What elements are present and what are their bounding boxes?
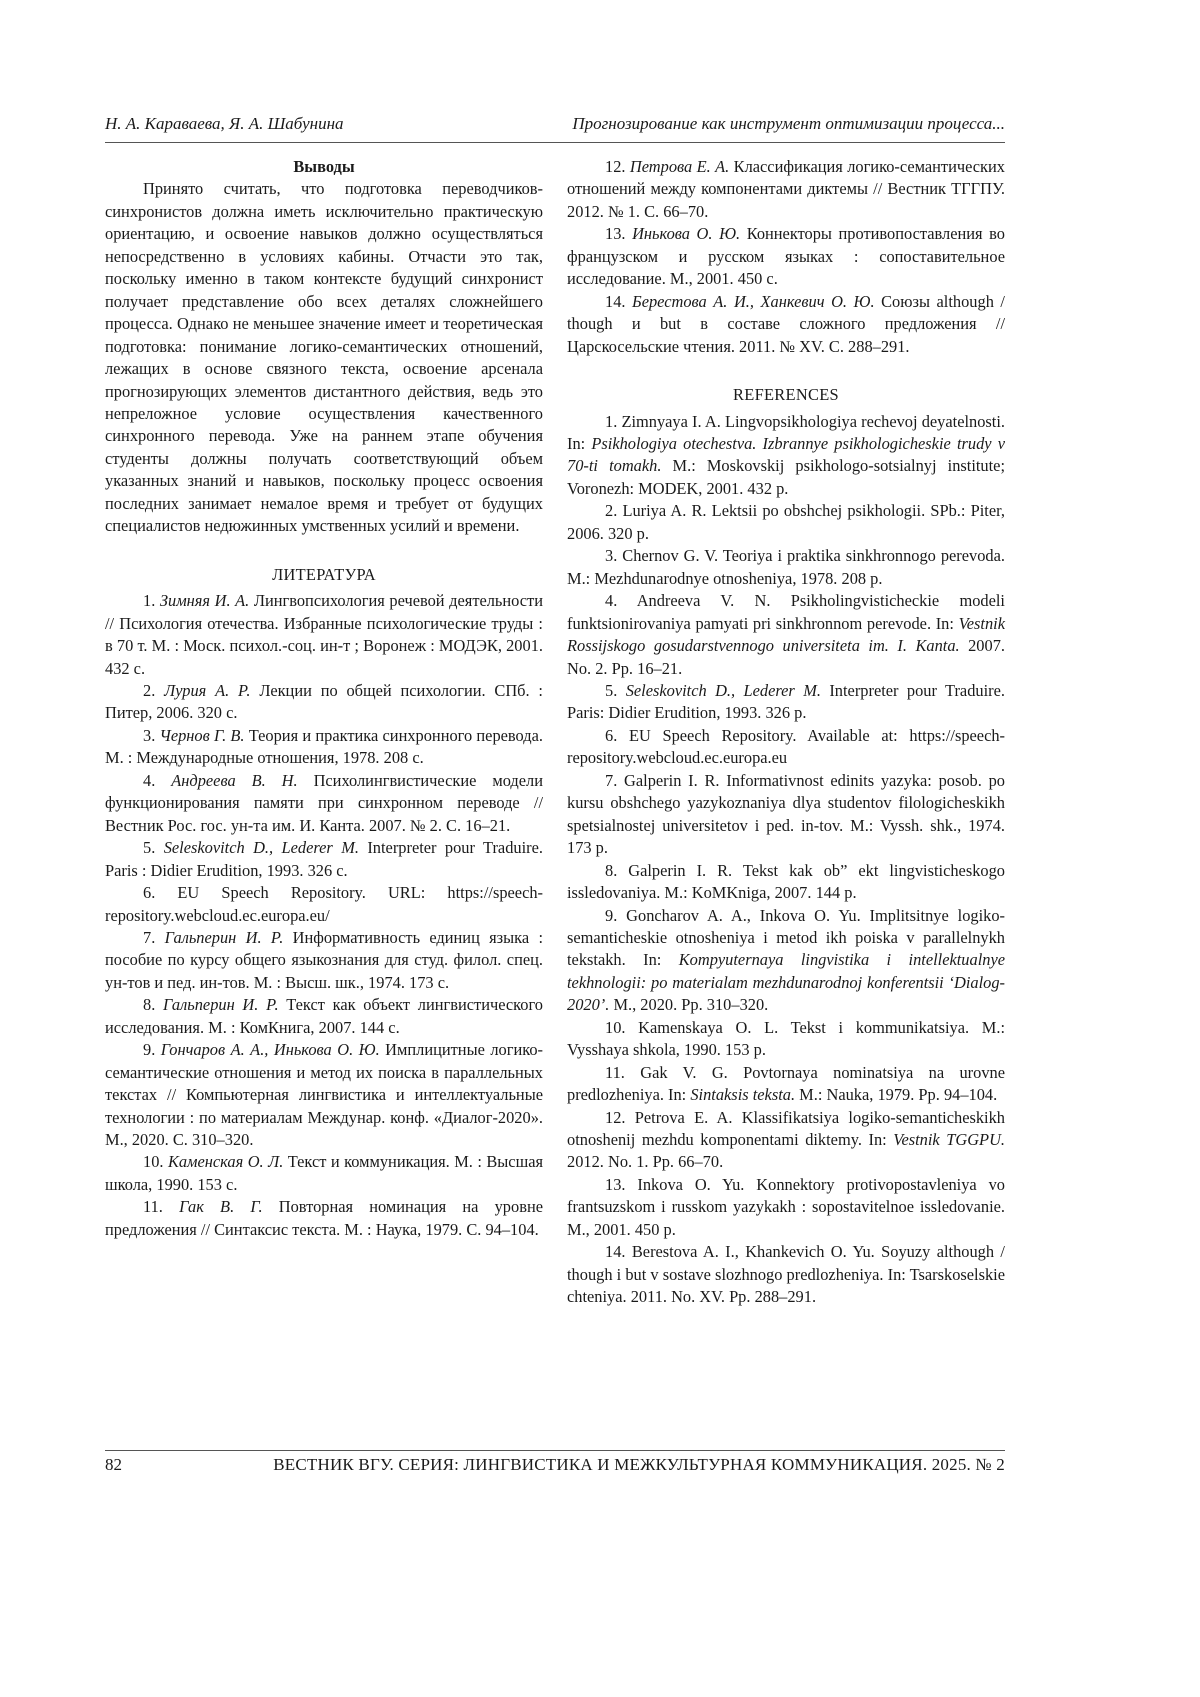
reference-segment: Interpreter pour Traduire. Paris : Didier Erudition, 1993. 326 с.	[105, 838, 543, 880]
reference-segment: 12. Petrova E. A. Klassifikatsiya logiko-semanticheskikh otnoshenij mezhdu komponentami diktemy. In:	[567, 1107, 1005, 1150]
reference-item	[105, 837, 543, 882]
reference-item	[567, 1017, 1005, 1062]
reference-segment: Информативность единиц языка : пособие по курсу общего языкознания для студ. филол. спец. ун-тов и пед. ин-тов. М. : Высш. шк., 1974. 173 с.	[105, 927, 544, 992]
reference-item	[567, 1107, 1005, 1174]
reference-segment: 12.	[605, 157, 630, 176]
reference-item	[567, 1062, 1005, 1107]
reference-segment: 13.	[605, 224, 633, 244]
page-number: 82	[105, 1455, 122, 1474]
reference-segment: Текст и коммуникация. М. : Высшая школа, 1990. 153 с.	[105, 1152, 544, 1194]
reference-segment: 9.	[143, 1040, 161, 1060]
reference-segment: 2. Luriya A. R. Lektsii po obshchej psikhologii. SPb.: Piter, 2006. 320 p.	[567, 501, 1005, 543]
journal-name: ВЕСТНИК ВГУ. СЕРИЯ: ЛИНГВИСТИКА И МЕЖКУЛЬТУРНАЯ КОММУНИКАЦИЯ. 2025. № 2	[273, 1455, 1005, 1474]
reference-segment: 1.	[143, 591, 160, 611]
reference-italic-segment: Зимняя И. А.	[159, 591, 250, 611]
reference-segment: Interpreter pour Traduire. Paris: Didier Erudition, 1993. 326 p.	[567, 680, 1005, 723]
references-list	[567, 411, 1005, 1309]
reference-italic-segment: Андреева В. Н.	[171, 770, 298, 790]
reference-item	[567, 770, 1005, 860]
reference-segment: 2012. No. 1. Pp. 66–70.	[567, 1152, 724, 1172]
reference-item	[105, 882, 543, 927]
reference-segment: Теория и практика синхронного перевода. М. : Международные отношения, 1978. 208 с.	[105, 725, 543, 768]
reference-italic-segment: Seleskovitch D., Lederer M.	[625, 680, 821, 700]
reference-segment: Классификация логико-семантических отношений между компонентами диктемы // Вестник ТГГПУ. 2012. № 1. С. 66–70.	[567, 157, 1005, 221]
reference-item	[567, 1241, 1005, 1308]
reference-italic-segment: Sintaksis teksta.	[690, 1085, 796, 1105]
reference-segment: M.: Moskovskij psikhologo-sotsialnyj institute; Voronezh: MODEK, 2001. 432 p.	[567, 456, 1006, 498]
reference-segment: Лингвопсихология речевой деятельности // Психология отечества. Избранные психологические труды : в 70 т. М. : Моск. психол.-соц. ин-т ; Воронеж : МОДЭК, 2001. 432 с.	[105, 591, 543, 678]
reference-segment: 5.	[143, 838, 164, 858]
reference-segment: Коннекторы противопоставления во французском и русском языках : сопоставительное исследование. М., 2001. 450 с.	[567, 224, 1005, 289]
reference-segment: 7.	[143, 927, 165, 947]
reference-item	[105, 1196, 543, 1241]
reference-item	[567, 291, 1005, 358]
reference-item	[567, 1174, 1005, 1241]
reference-item	[105, 1151, 543, 1196]
reference-segment: 3.	[143, 725, 160, 745]
reference-item	[105, 725, 543, 770]
reference-item	[105, 590, 543, 680]
reference-segment: 2.	[143, 680, 165, 700]
reference-item	[567, 500, 1005, 545]
reference-item	[105, 927, 543, 994]
running-header	[105, 114, 1005, 140]
reference-italic-segment: Гак В. Г.	[179, 1197, 263, 1217]
reference-segment: 13. Inkova O. Yu. Konnektory protivopostavleniya vo frantsuzskom i russkom yazykakh : sopostavitelnoe issledovanie. M., 2001. 450 p.	[567, 1174, 1005, 1239]
header-authors: Н. А. Караваева, Я. А. Шабунина	[105, 114, 344, 133]
references-heading: REFERENCES	[733, 385, 839, 405]
reference-italic-segment: Берестова А. И., Ханкевич О. Ю.	[632, 291, 875, 311]
reference-item	[567, 725, 1005, 770]
literature-list-continued	[567, 156, 1005, 358]
reference-segment: Лекции по общей психологии. СПб. : Питер, 2006. 320 с.	[105, 680, 543, 723]
reference-segment: 5.	[605, 680, 626, 700]
reference-italic-segment: Чернов Г. В.	[159, 725, 245, 745]
reference-italic-segment: Инькова О. Ю.	[632, 224, 741, 244]
literature-list	[105, 590, 543, 1241]
reference-italic-segment: Петрова Е. А.	[629, 157, 730, 176]
reference-segment: Психолингвистические модели функционирования памяти при синхронном переводе // Вестник Рос. гос. ун-та им. И. Канта. 2007. № 2. С. 16–21.	[105, 770, 543, 835]
conclusions-paragraph: Принято считать, что подготовка переводчиков-синхронистов должна иметь исключительно практическую ориентацию, и освоение навыков должно осуществляться непосредственно в условиях кабины. Отчасти это так, поскольку именно в таком контексте будущий синхронист получает представление обо всех деталях сложнейшего процесса. Однако не меньшее значение имеет и теоретическая подготовка: понимание логико-семантических отношений, лежащих в основе связного текста, освоение арсенала прогнозирующих элементов дистантного действия, ведь это непреложное условие осуществления качественного синхронного перевода. Уже на раннем этапе обучения студенты должны получать соответствующий объем указанных знаний и навыков, поскольку процесс освоения последних занимает немалое время и требует от будущих специалистов недюжинных умственных усилий и времени.	[105, 179, 543, 536]
header-article-title: Прогнозирование как инструмент оптимизации процесса...	[572, 114, 1005, 133]
reference-segment: 10. Kamenskaya O. L. Tekst i kommunikatsiya. M.: Vysshaya shkola, 1990. 153 p.	[567, 1017, 1005, 1060]
reference-item	[567, 223, 1005, 290]
reference-segment: 9. Goncharov A. A., Inkova O. Yu. Implitsitnye logiko-semanticheskie otnosheniya i metod ikh poiska v parallelnykh tekstakh. In:	[567, 905, 1005, 970]
reference-segment: M.: Nauka, 1979. Pp. 94–104.	[795, 1085, 998, 1105]
reference-italic-segment: Гончаров А. А., Инькова О. Ю.	[160, 1040, 380, 1060]
reference-item	[567, 860, 1005, 905]
reference-segment: 2007. No. 2. Pp. 16–21.	[567, 636, 1005, 678]
left-column	[105, 156, 543, 1241]
reference-italic-segment: Seleskovitch D., Lederer M.	[163, 838, 359, 858]
reference-italic-segment: Гальперин И. Р.	[164, 927, 284, 947]
reference-segment: 3. Chernov G. V. Teoriya i praktika sinkhronnogo perevoda. M.: Mezhdunarodnye otnosheniya, 1978. 208 p.	[567, 546, 1005, 588]
reference-segment: 11.	[143, 1197, 180, 1217]
reference-segment: M., 2020. Pp. 310–320.	[609, 995, 769, 1015]
reference-segment: 8.	[143, 995, 164, 1015]
reference-italic-segment: Vestnik TGGPU.	[893, 1130, 1006, 1150]
reference-item	[105, 1039, 543, 1151]
reference-segment: 14.	[605, 291, 633, 311]
reference-item	[567, 411, 1005, 501]
reference-item	[567, 590, 1005, 680]
reference-item	[105, 994, 543, 1039]
reference-italic-segment: Vestnik Rossijskogo gosudarstvennogo universiteta im. I. Kanta.	[567, 613, 1005, 656]
reference-item	[567, 680, 1005, 725]
reference-segment: 14. Berestova A. I., Khankevich O. Yu. Soyuzy although / though i but v sostave slozhnogo predlozheniya. In: Tsarskoselskie chteniya. 2011. No. XV. Pp. 288–291.	[567, 1242, 1005, 1307]
reference-item	[567, 905, 1005, 1017]
reference-segment: 4.	[143, 770, 172, 790]
reference-item	[567, 545, 1005, 590]
reference-segment: 1. Zimnyaya I. A. Lingvopsikhologiya rechevoj deyatelnosti. In:	[567, 411, 1005, 453]
reference-italic-segment: Kompyuternaya lingvistika i intellektualnye tekhnologii: po materialam mezhdunarodnoj konferentsii ‘Dialog-2020’.	[567, 950, 1005, 1015]
reference-segment: 10.	[143, 1152, 168, 1172]
header-divider	[105, 142, 1005, 143]
reference-italic-segment: Лурия А. Р.	[164, 680, 251, 700]
reference-segment: 6. EU Speech Repository. URL: https://speech-repository.webcloud.ec.europa.eu/	[105, 883, 543, 925]
reference-segment: Текст как объект лингвистического исследования. М. : КомКнига, 2007. 144 с.	[105, 995, 544, 1037]
reference-italic-segment: Psikhologiya otechestva. Izbrannye psikhologicheskie trudy v 70-ti tomakh.	[567, 433, 1005, 476]
reference-segment: 8. Galperin I. R. Tekst kak ob” ekt lingvisticheskogo issledovaniya. M.: KoMKniga, 2007. 144 p.	[567, 860, 1005, 903]
reference-segment: 11. Gak V. G. Povtornaya nominatsiya na urovne predlozheniya. In:	[567, 1062, 1005, 1105]
reference-segment: Имплицитные логико-семантические отношения и метод их поиска в параллельных текстах // Компьютерная лингвистика и интеллектуальные технологии : по материалам Междунар. конф. «Диалог-2020». М., 2020. С. 310–320.	[105, 1040, 543, 1150]
reference-segment: 7. Galperin I. R. Informativnost edinits yazyka: posob. po kursu obshchego yazykoznaniya dlya studentov filologicheskikh spetsialnostej universitetov i ped. in-tov. M.: Vyssh. shk., 1974. 173 p.	[567, 770, 1005, 858]
reference-italic-segment: Каменская О. Л.	[167, 1152, 284, 1172]
literature-heading: ЛИТЕРАТУРА	[272, 564, 376, 584]
reference-item	[567, 156, 1005, 223]
reference-italic-segment: Гальперин И. Р.	[163, 995, 279, 1015]
reference-segment: Повторная номинация на уровне предложения // Синтаксис текста. М. : Наука, 1979. С. 94–104.	[105, 1197, 543, 1239]
right-column	[567, 156, 1005, 1309]
reference-item	[105, 770, 543, 837]
footer-divider	[105, 1450, 1005, 1451]
reference-segment: Союзы although / though и but в составе сложного предложения // Царскосельские чтения. 2011. № XV. С. 288–291.	[567, 291, 1005, 356]
reference-segment: 6. EU Speech Repository. Available at: https://speech-repository.webcloud.ec.europa.eu	[567, 725, 1005, 768]
reference-item	[105, 680, 543, 725]
reference-segment: 4. Andreeva V. N. Psikholingvisticheckie modeli funktsionirovaniya pamyati pri sinkhronnom perevode. In:	[567, 591, 1005, 633]
conclusions-heading: Выводы	[293, 157, 355, 176]
